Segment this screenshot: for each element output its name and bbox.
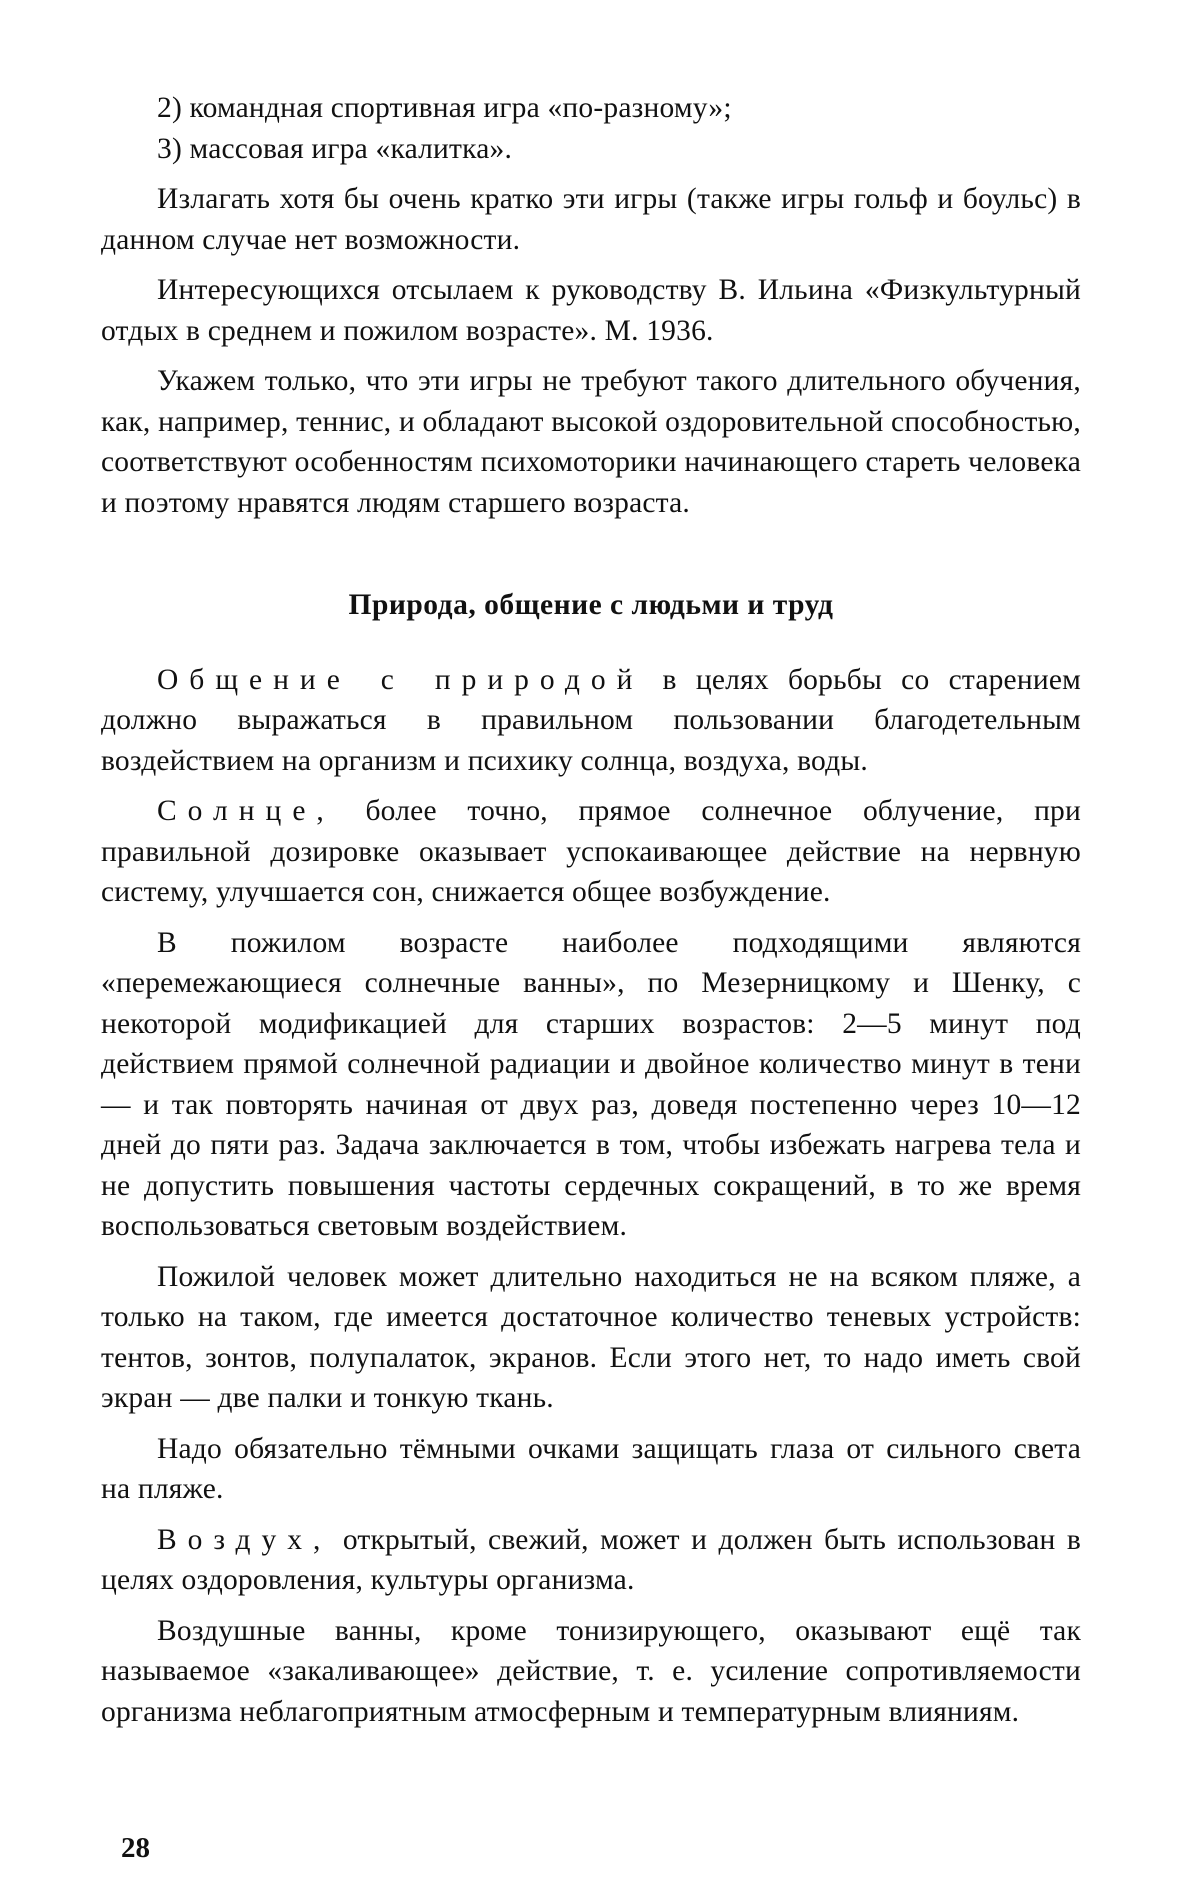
paragraph-sun-baths: В пожилом возрасте наиболее подходящими являются «перемежающиеся солнечные ванны», по Мезерницкому и Шенку, с некоторой модификацией для старших возрастов: 2—5 минут под действием прямой солнечной радиации и двойное количество минут в тени — и так повторять начиная от двух раз, доведя постепенно через 10—12 дней до пяти раз. Задача заключается в том, чтобы избежать нагрева тела и не допустить повышения частоты сердечных сокращений, в то же время воспользоваться световым воздействием.: [101, 923, 1081, 1247]
paragraph-sun: [101, 791, 1081, 913]
paragraph-text: открытый, свежий, может и должен быть использован в целях оздоровления, культуры организма.: [101, 1524, 1081, 1597]
list-item: 2) командная спортивная игра «по-разному»;: [101, 88, 1081, 129]
list-item: 3) массовая игра «калитка».: [101, 129, 1081, 170]
spaced-term: Солнце,: [157, 795, 335, 827]
paragraph-reference: Интересующихся отсылаем к руководству В. Ильина «Физкультурный отдых в среднем и пожилом возрасте». М. 1936.: [101, 270, 1081, 351]
games-list: [101, 88, 1081, 169]
paragraph-nature: [101, 660, 1081, 782]
page-body: [101, 88, 1081, 1732]
paragraph-games-note: Излагать хотя бы очень кратко эти игры (также игры гольф и боульс) в данном случае нет возможности.: [101, 179, 1081, 260]
paragraph-games-benefits: Укажем только, что эти игры не требуют такого длительного обучения, как, например, теннис, и обладают высокой оздоровительной способностью, соответствуют особенностям психомоторики начинающего стареть человека и поэтому нравятся людям старшего возраста.: [101, 361, 1081, 523]
paragraph-beach: Пожилой человек может длительно находиться не на всяком пляже, а только на таком, где имеется достаточное количество теневых устройств: тентов, зонтов, полупалаток, экранов. Если этого нет, то надо иметь свой экран — две палки и тонкую ткань.: [101, 1257, 1081, 1419]
section-heading: Природа, общение с людьми и труд: [101, 585, 1081, 626]
paragraph-air-baths: Воздушные ванны, кроме тонизирующего, оказывают ещё так называемое «закаливающее» действие, т. е. усиление сопротивляемости организма неблагоприятным атмосферным и температурным влияниям.: [101, 1611, 1081, 1733]
paragraph-text: в целях борьбы со старением должно выражаться в правильном пользовании благодетельным воздействием на организм и психику солнца, воздуха, воды.: [101, 664, 1081, 777]
page-number: 28: [121, 1832, 150, 1865]
paragraph-text: более точно, прямое солнечное облучение, при правильной дозировке оказывает успокаивающее действие на нервную систему, улучшается сон, снижается общее возбуждение.: [101, 795, 1081, 908]
paragraph-air: [101, 1520, 1081, 1601]
spaced-term: Общение с природой: [157, 664, 643, 696]
spaced-term: Воздух,: [157, 1524, 331, 1556]
paragraph-sunglasses: Надо обязательно тёмными очками защищать глаза от сильного света на пляже.: [101, 1429, 1081, 1510]
